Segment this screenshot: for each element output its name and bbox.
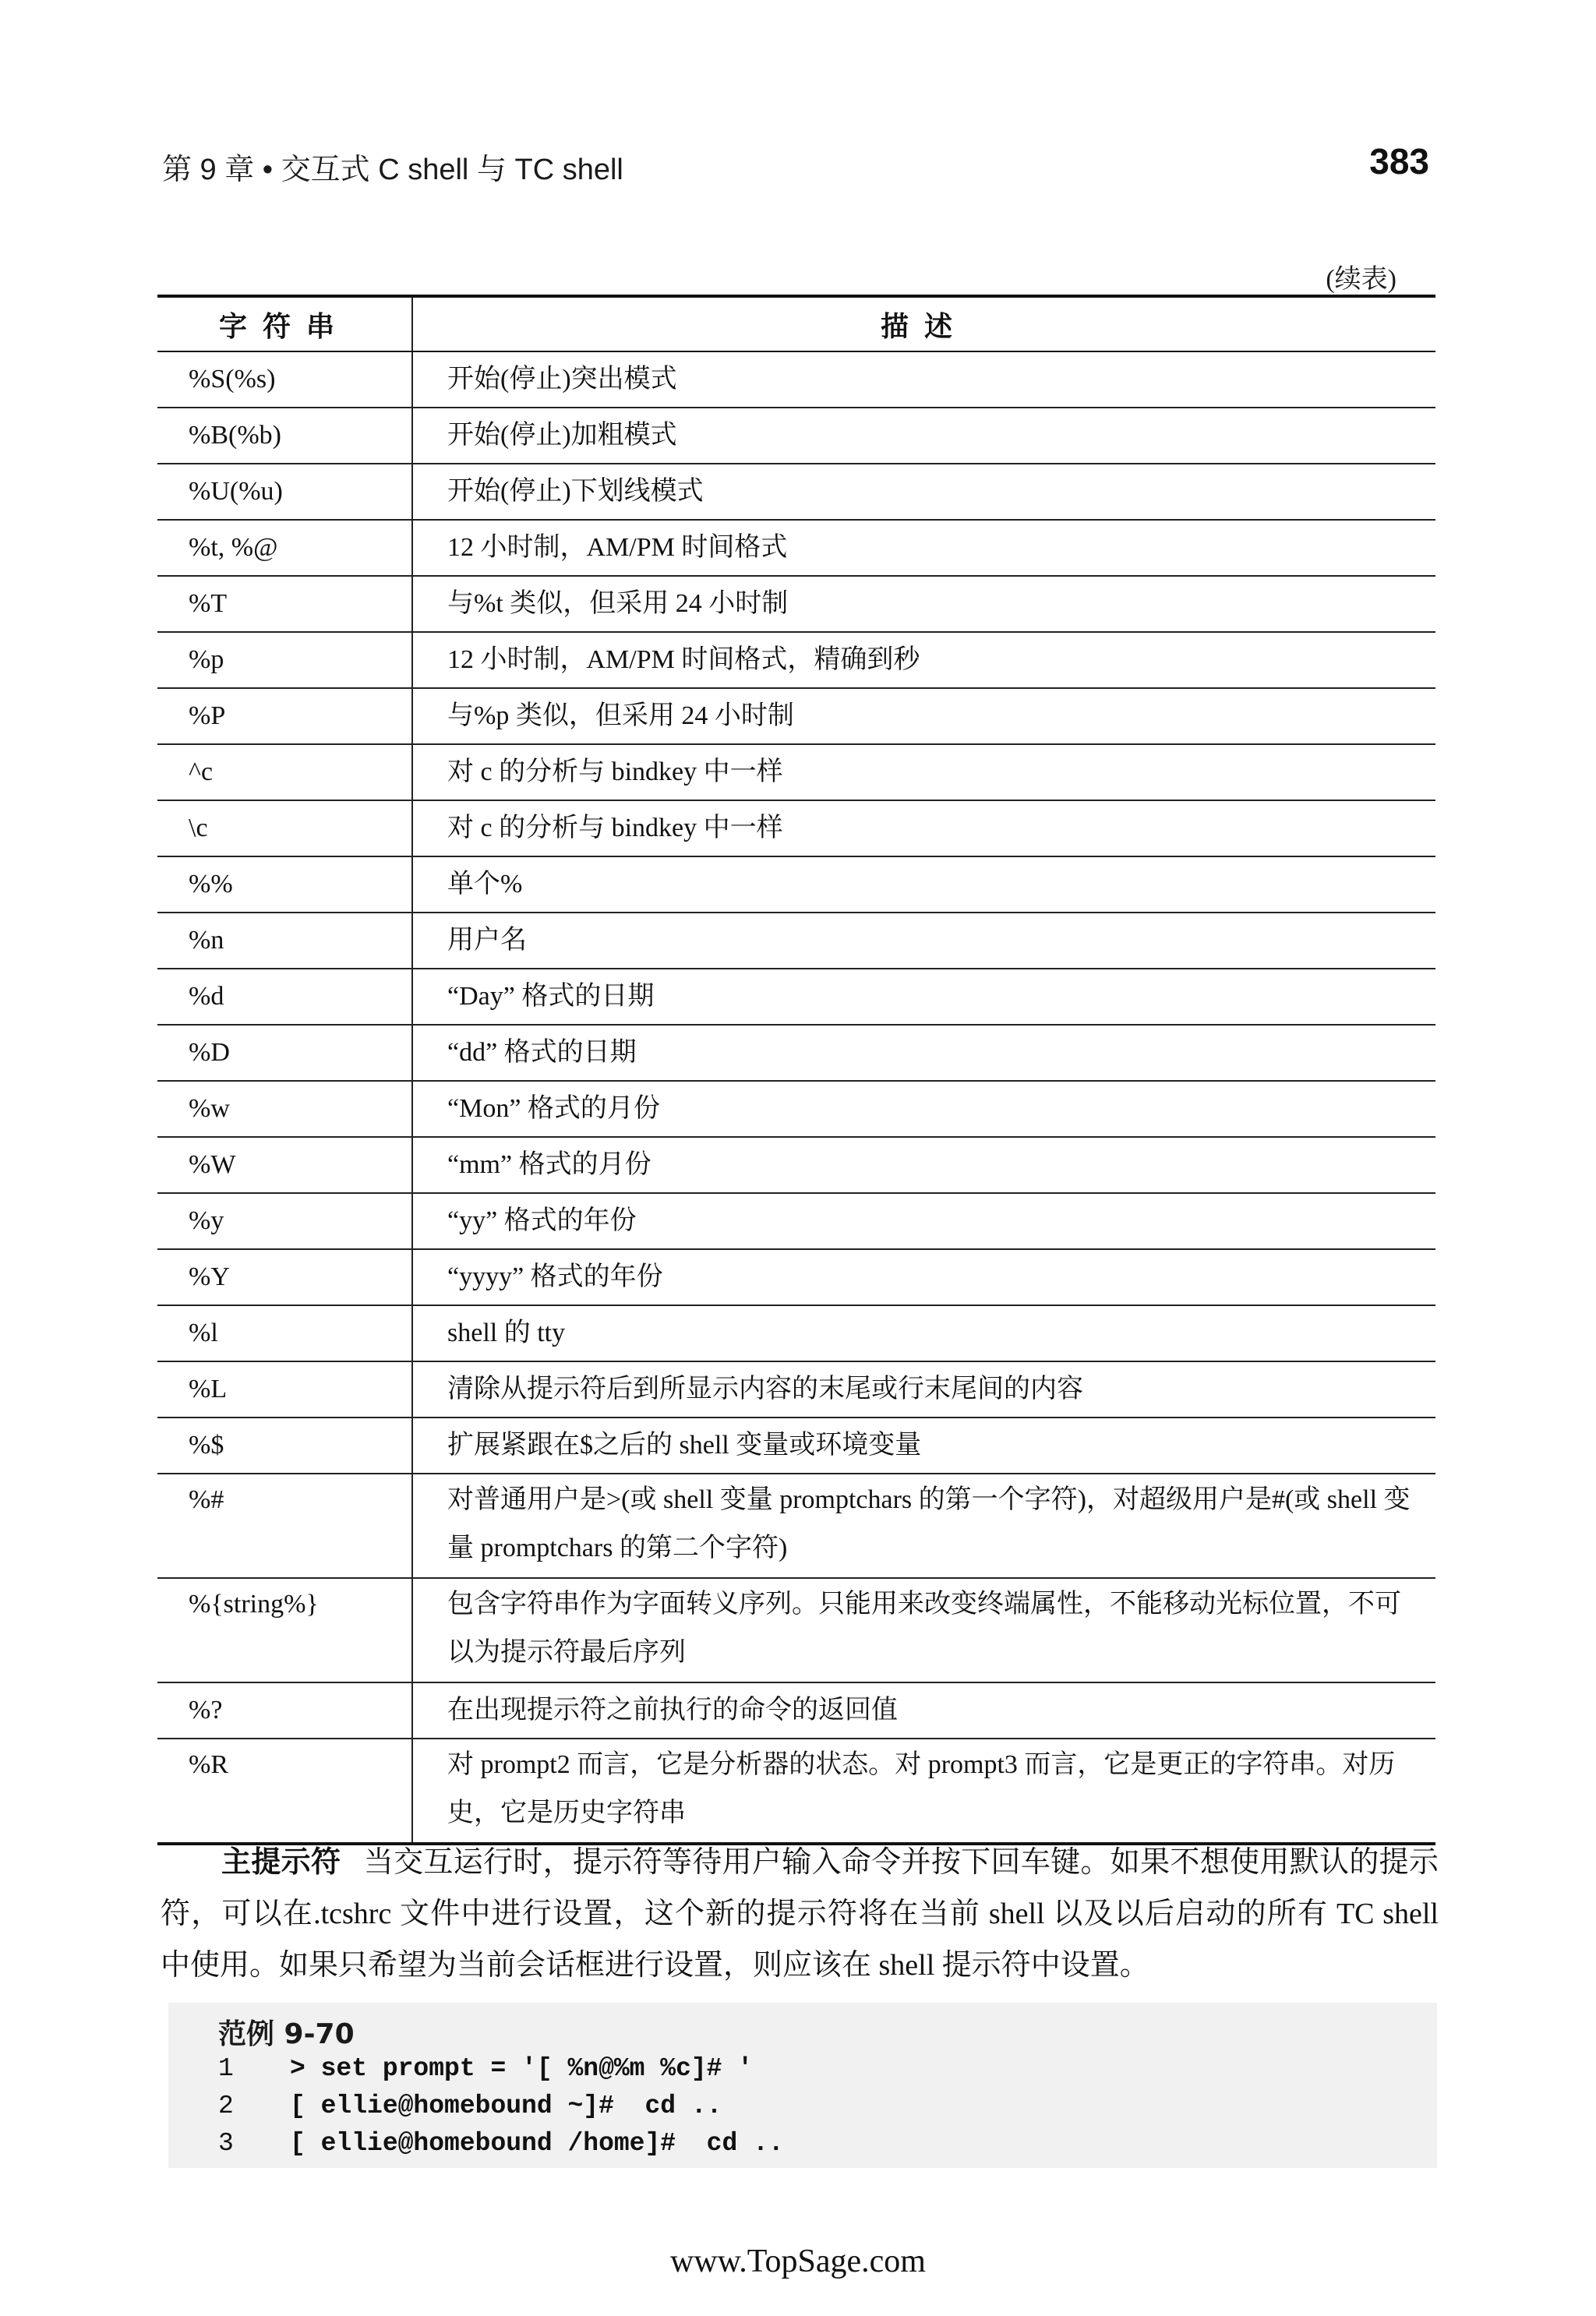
table-row: [157, 1137, 1435, 1193]
table-row: [157, 688, 1435, 744]
description-cell: 包含字符串作为字面转义序列。只能用来改变终端属性，不能移动光标位置，不可以为提示符最后序列: [412, 1578, 1435, 1682]
escape-sequence-cell: %p: [157, 632, 412, 688]
escape-sequence-cell: %Y: [157, 1249, 412, 1305]
description-cell: 在出现提示符之前执行的命令的返回值: [412, 1682, 1435, 1739]
description-cell: “Mon” 格式的月份: [412, 1081, 1435, 1137]
description-cell: 用户名: [412, 913, 1435, 969]
table-row: [157, 1361, 1435, 1417]
table-row: [157, 1249, 1435, 1305]
column-header-string: 字符串: [157, 296, 412, 351]
escape-sequence-cell: %U(%u): [157, 464, 412, 520]
description-cell: 12 小时制，AM/PM 时间格式，精确到秒: [412, 632, 1435, 688]
footer-url: www.TopSage.com: [670, 2244, 926, 2279]
escape-sequence-cell: %D: [157, 1025, 412, 1081]
description-cell: 扩展紧跟在$之后的 shell 变量或环境变量: [412, 1417, 1435, 1474]
escape-sequence-cell: ^c: [157, 744, 412, 800]
code-line: [218, 2129, 784, 2158]
table-row: [157, 1417, 1435, 1474]
description-cell: 与%p 类似，但采用 24 小时制: [412, 688, 1435, 744]
table-row: [157, 632, 1435, 688]
description-cell: 对 prompt2 而言，它是分析器的状态。对 prompt3 而言，它是更正的字符串。对历史，它是历史字符串: [412, 1739, 1435, 1844]
description-cell: “yy” 格式的年份: [412, 1193, 1435, 1249]
table-row: [157, 1578, 1435, 1682]
code-line: [218, 2092, 722, 2120]
line-number: 2: [218, 2092, 234, 2120]
escape-sequence-cell: %l: [157, 1305, 412, 1361]
paragraph-text: 当交互运行时，提示符等待用户输入命令并按下回车键。如果不想使用默认的提示符，可以在.tcshrc 文件中进行设置，这个新的提示符将在当前 shell 以及以后启动的所有 TC shell 中使用。如果只希望为当前会话框进行设置，则应该在 shell 提示符中设置。: [161, 1846, 1439, 1982]
escape-sequence-cell: %R: [157, 1739, 412, 1844]
description-cell: 与%t 类似，但采用 24 小时制: [412, 576, 1435, 632]
description-cell: “dd” 格式的日期: [412, 1025, 1435, 1081]
table-row: [157, 1474, 1435, 1578]
escape-sequence-cell: %$: [157, 1417, 412, 1474]
escape-sequence-cell: %?: [157, 1682, 412, 1739]
escape-sequence-cell: \c: [157, 800, 412, 856]
escape-sequence-cell: %#: [157, 1474, 412, 1578]
description-cell: 对 c 的分析与 bindkey 中一样: [412, 744, 1435, 800]
continued-label: (续表): [1326, 265, 1396, 294]
table-row: [157, 1025, 1435, 1081]
escape-sequence-cell: %W: [157, 1137, 412, 1193]
escape-sequence-cell: %t, %@: [157, 520, 412, 576]
example-title: 范例 9-70: [218, 2018, 355, 2050]
table-header-row: [157, 296, 1435, 351]
description-cell: shell 的 tty: [412, 1305, 1435, 1361]
table-row: [157, 744, 1435, 800]
table-row: [157, 913, 1435, 969]
code-text: [ ellie@homebound ~]# cd ..: [290, 2092, 722, 2120]
code-text: [ ellie@homebound /home]# cd ..: [290, 2129, 784, 2158]
escape-sequence-cell: %{string%}: [157, 1578, 412, 1682]
escape-sequence-cell: %y: [157, 1193, 412, 1249]
description-cell: 对 c 的分析与 bindkey 中一样: [412, 800, 1435, 856]
escape-sequence-cell: %T: [157, 576, 412, 632]
table-row: [157, 351, 1435, 408]
line-number: 1: [218, 2054, 234, 2083]
table-row: [157, 408, 1435, 464]
escape-sequence-cell: %B(%b): [157, 408, 412, 464]
description-cell: “mm” 格式的月份: [412, 1137, 1435, 1193]
chapter-header: 第 9 章 • 交互式 C shell 与 TC shell: [162, 154, 623, 186]
table-row: [157, 1193, 1435, 1249]
prompt-escape-table: [157, 295, 1435, 1845]
code-text: > set prompt = '[ %n@%m %c]# ': [290, 2054, 754, 2083]
table-row: [157, 800, 1435, 856]
description-cell: 对普通用户是>(或 shell 变量 promptchars 的第一个字符)，对超级用户是#(或 shell 变量 promptchars 的第二个字符): [412, 1474, 1435, 1578]
table-row: [157, 1081, 1435, 1137]
example-block: [168, 2003, 1437, 2168]
escape-sequence-cell: %d: [157, 969, 412, 1025]
description-cell: 清除从提示符后到所显示内容的末尾或行末尾间的内容: [412, 1361, 1435, 1417]
escape-sequence-cell: %w: [157, 1081, 412, 1137]
escape-sequence-cell: %L: [157, 1361, 412, 1417]
page-number: 383: [1369, 141, 1429, 182]
escape-sequence-cell: %P: [157, 688, 412, 744]
description-cell: “Day” 格式的日期: [412, 969, 1435, 1025]
table-row: [157, 1305, 1435, 1361]
escape-sequence-cell: %%: [157, 856, 412, 913]
description-cell: 12 小时制，AM/PM 时间格式: [412, 520, 1435, 576]
description-cell: 单个%: [412, 856, 1435, 913]
paragraph-lead: 主提示符: [221, 1845, 341, 1879]
description-cell: 开始(停止)下划线模式: [412, 464, 1435, 520]
table-row: [157, 520, 1435, 576]
table-row: [157, 1739, 1435, 1844]
table-row: [157, 856, 1435, 913]
escape-sequence-cell: %S(%s): [157, 351, 412, 408]
table-row: [157, 576, 1435, 632]
column-header-description: 描述: [412, 296, 1435, 351]
table-row: [157, 1682, 1435, 1739]
primary-prompt-paragraph: [161, 1836, 1439, 1991]
line-number: 3: [218, 2129, 234, 2158]
description-cell: 开始(停止)加粗模式: [412, 408, 1435, 464]
description-cell: “yyyy” 格式的年份: [412, 1249, 1435, 1305]
code-line: [218, 2054, 753, 2083]
table-row: [157, 969, 1435, 1025]
table-row: [157, 464, 1435, 520]
description-cell: 开始(停止)突出模式: [412, 351, 1435, 408]
escape-sequence-cell: %n: [157, 913, 412, 969]
